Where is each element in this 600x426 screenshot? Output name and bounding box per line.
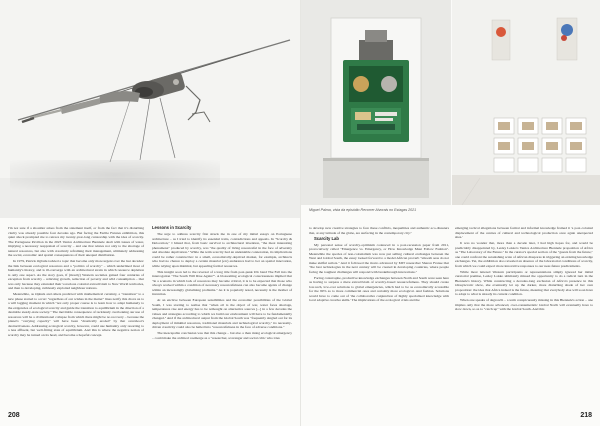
installation-photo-left: [0, 0, 300, 218]
left-text-column-1: [8, 226, 144, 339]
page-number-left: 208: [8, 412, 20, 419]
left-text-column-2: [152, 226, 292, 342]
paragraph: emerging tactical allegations between formal and informal knowledge framed it 'a post-colonial displacement of the centres of cultural and technological production once again unexpected sites.': [455, 226, 593, 239]
paragraph: The urge to address scarcity first struck me in one of my initial essays on Portuguese architecture – as I tried to identify its essential traits, contradictions and appeals. In "Scarcity & Delocation," I hinted that, from basic survival to architectural invention, "the most interesting phenomena" produced by scarcity, was "the quality of living resourceful in the face of adversity and absolute deprivation." While the term scarcity had an undeniable connotation, its implications could be rather constructive: in a small, economically-deprived market, for example, architects who had no chance to deploy a certain material (etc) endurance had to bet on spatial innovation, while relying upon minimal, but appealing formal resources.: [152, 232, 292, 268]
installation-photo-wall-works: [452, 0, 600, 205]
paragraph: This insight soon led to the reversal of a long title from post-punk UK band The Fall into the interrogation "The South Will Rise Again?". A blossoming ecological consciousness implied that "in a scenario in which lack of resources may become critical, it is to be expected that those who always worked within a condition of necessary resourcefulness can also become agents of change within an increasingly globalising problems." As it is popularly noted, necessity is the mother of invention.: [152, 269, 292, 296]
section-heading-scarcity-lab: Scarcity Lab: [314, 235, 339, 241]
paragraph: Facing catastrophe, productive knowledge exchanges between North and South were seen here as having to surpass a mere extractivism of scarcity-based resourcefulness. They should create low-tech, low-cost solutions to global emergencies, which had to be as economically accessible for the 99% as to more commercial ones and certainly more ecological. And fashion. Solutions would have to come out of 'the collaborative conjunction of highly specialised knowledge with local adaptive creative skills.' The implications of the ecological crisis and the: [309, 275, 449, 302]
sculpture-artwork: [0, 0, 300, 218]
paragraph: In 1979, Patrick Ogbulu tackled a topic that become only more urgent over the last decades: the link between ecological resources and a "politics of scarcity" – which underlined most of humanity's history, and is ill-converge with an architectural strain in which resource depletion is only one aspect. As the story goes, if (mostly) Western societies gained four centuries of exception from scarcity – relieving growth, reduction of poverty and wild consumption – that was only because they extended their voracious colonial extractivism to New World territories, and then to developing, ruthlessly exploited neighbour nations.: [8, 259, 144, 290]
right-page: [300, 0, 600, 426]
paragraph: My personal sense of scarcity-optimism coalesced in a post-recession paper from 2011, provocatively called "Emergence vs. Emergency, or How Knowledge Must Follow Fashion". Meanwhile the species of non-colonialism was now put selling cultural exchanges between the West and Global South, the essay looked forward to a model African proverb "smooth seas do not make skilful sailors." And it followed the motto advanced by MIT researcher Sharon Franse that "the best technologies in the next century will be created in developing countries, where people facing the toughest challenges will respond with breakthrough innovations.": [309, 242, 449, 274]
wall-works-artwork: [452, 0, 600, 205]
section-heading-lessons-in-scarcity: Lessons in Scarcity: [152, 225, 192, 230]
photo-caption: Miguel Palma, vista da episódio Recorrer Alvorais no Estagas 2021: [309, 208, 417, 212]
paragraph: At an enclave between European sensibilities and the economic possibilities of the Global South, I was starting to realise that "when oil is the object of war, water faces shortage, temperatures rise and energy has to be rethought on alternative sources [...] in a few decades the values and strategies according to which we build our environment will have to be fundamentally changed." And if the architectural output from the Global South was "frequently singled out for its deployment of minimal resources, traditional materials and technological scarcity," its necessity-driven creativity could also be hailed into "resourcefulness in the face of adverse conditions.": [152, 298, 292, 329]
paragraph: to develop new creative strategies to face these conflicts, inequalities and authentic eco-disasters that, at any latitude of the globe, are surfacing in the contemporary city.": [309, 226, 449, 235]
vitrine-artwork: [301, 0, 451, 205]
installation-photo-vitrine: [301, 0, 451, 205]
page-number-right: 218: [580, 412, 592, 419]
right-text-column-1: [309, 226, 449, 304]
paragraph: Meanwhile, as Ophuls and others predicted with mathematical certainty, a "transition" to a new phase started to occur: "regardless of our wishes in the matter" lines notify this drove us to a will lagging moment in which "not only proper course is to learn how to adapt humanely to the exigencies of ecological scarcity and guide the transition to equilibrium in the direction of a desirable steady-state society." The inevitable consequence of recklessly overlooking our use of resources will be a civilizational collapse from which there might be no recovery – because the planet's "carrying capacity" will have been "drastically eroded" by that overshoot's destructiveness. Addressing ecological scarcity, however, could use humanity only resorting to a less affluent, but well-fitting state of equilibrium. And this is where the negative notion of scarcity may be turned on its head, and become a hopeful concept.: [8, 292, 144, 337]
right-text-column-2: [455, 226, 593, 313]
paragraph: It was no wonder that, more than a decade later, I had high hopes for, and would be predictably disappointed by, Lesley Lokko's Venice Architecture Biennale proposition of Africa as "The Laboratory of the Future." In the curator's special section of the "guests from the future," one could confront the astonishing scale of African diasporas in triggering an existing knowledge exchanges. Yet, the exhibition also revealed an absence of the laboratorial conditions of scarcity, from which we could expect more innovative responses to our near-future predicaments.: [455, 241, 593, 268]
paragraph: The inescapable conclusion was that this change – but also a then rising ecological emergency – could make the architect reemerge as a "researcher, scavenger and social critic who tries: [152, 331, 292, 340]
paragraph: I'm not sure if a shoulder arises from the statement itself, or from the fact that it's disturbing clarity was already possible four decades ago. But facing the Fertile Futures exhibition, this quiet shock prompted me to retrace my twenty-year-long curatorship with the idea of scarcity. The Portuguese Pavilion in the 2023 Venice Architecture Biennale dealt with issues of water, implying a necessary reappraisal of scarcity – and one that relates not only to the shortage of natural resources, but also with creatively reframing their management, ultimately addressing the social, economic and spatial consequences of their unequal distribution.: [8, 226, 144, 257]
paragraph: When one speaks of degrowth – a term conspicuously missing in this Biennale's action – one implies only that the more advanced, over-consumeristic Global North will eventually have to slow down, so as to "catch up" with the Global South. And this: [455, 298, 593, 311]
paragraph: While most lettered Western participants or representations simply ignored her initial curatorial premise, Lesley Lokko ultimately missed the opportunity to do a radical turn in the Biennale's history. While constructing a decades-long exclusion of Africa's presence in this idiosyncratic show, she eventually let up the darker, more disturbing shade of her own proposition: the idea that Africa indeed is the future, meaning that everybody else will soon have to adapt to what is already its current condition.: [455, 269, 593, 296]
